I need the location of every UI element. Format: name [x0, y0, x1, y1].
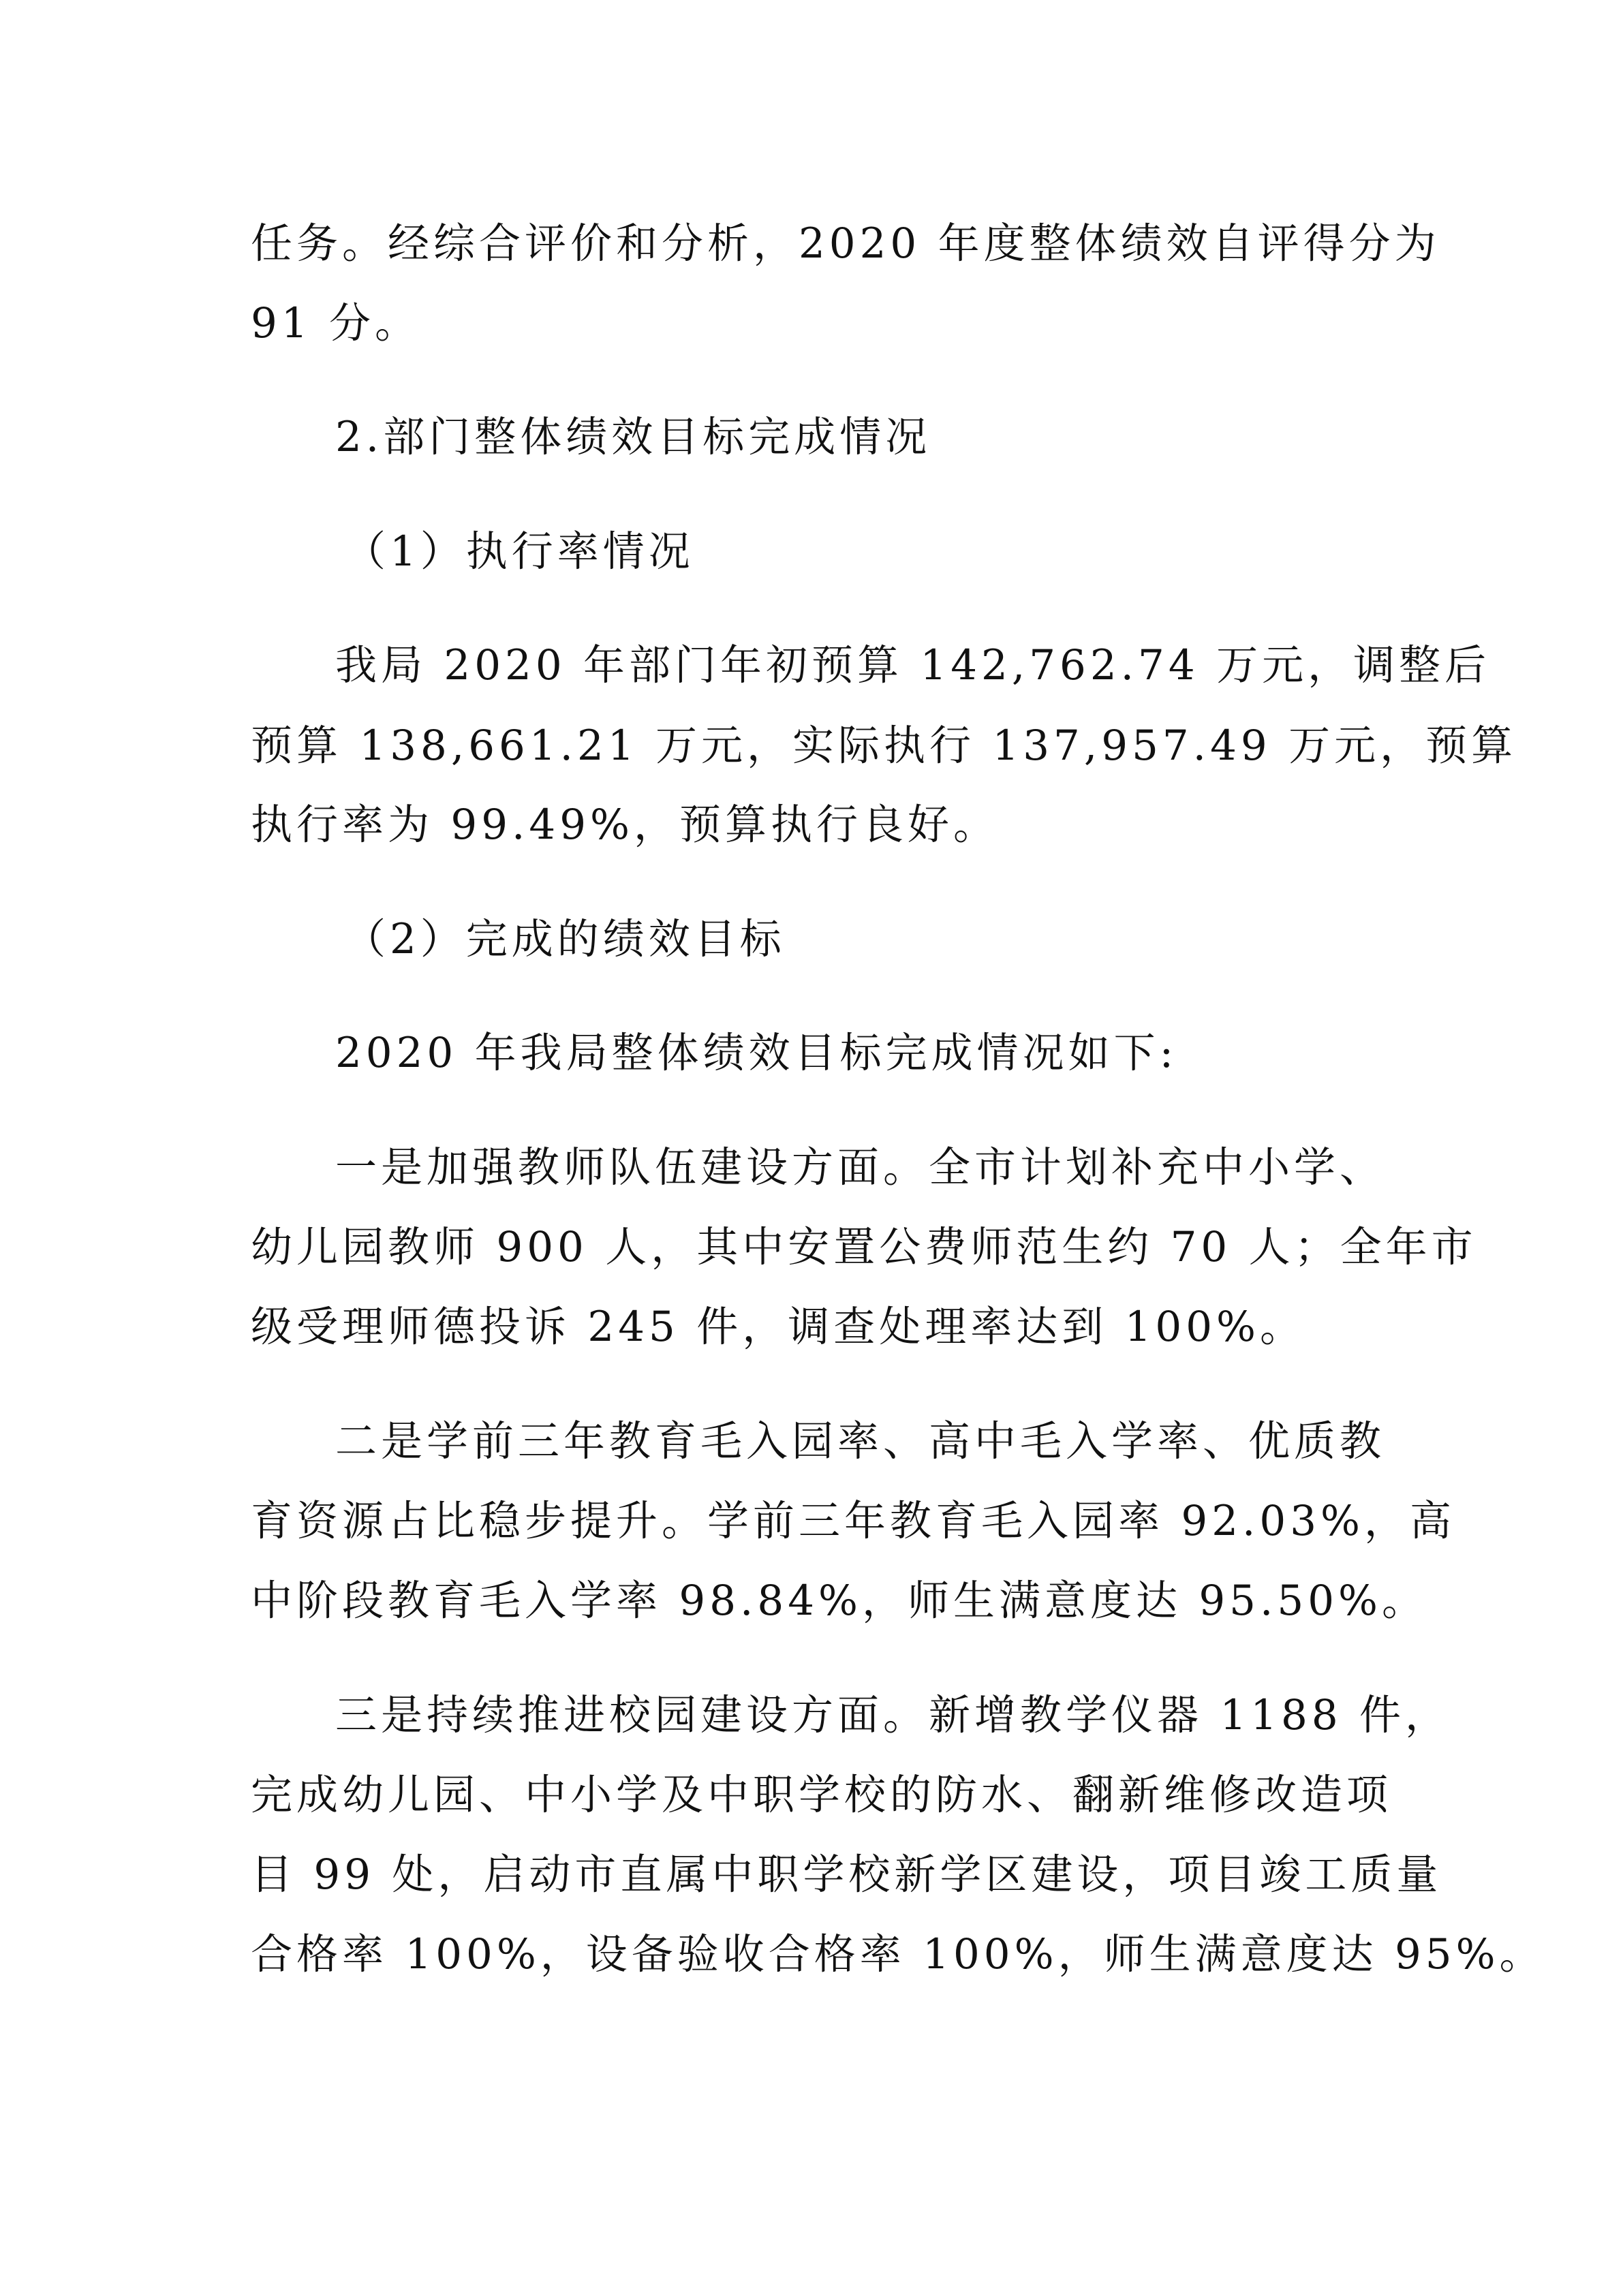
text-line: 执行率为 99.49%，预算执行良好。 [251, 801, 999, 849]
text-line: 合格率 100%，设备验收合格率 100%，师生满意度达 95%。 [251, 1930, 1545, 1979]
text-line: 完成幼儿园、中小学及中职学校的防水、翻新维修改造项 [251, 1771, 1393, 1819]
text-line: 2020 年我局整体绩效目标完成情况如下: [335, 1029, 1178, 1077]
text-line: 级受理师德投诉 245 件，调查处理率达到 100%。 [251, 1303, 1305, 1351]
text-line: 预算 138,661.21 万元，实际执行 137,957.49 万元，预算 [251, 722, 1517, 770]
subsection-heading: （1）执行率情况 [344, 527, 694, 576]
text-line: 91 分。 [251, 299, 421, 347]
text-line: 我局 2020 年部门年初预算 142,762.74 万元，调整后 [335, 641, 1491, 689]
text-line: 幼儿园教师 900 人，其中安置公费师范生约 70 人；全年市 [251, 1223, 1477, 1271]
text-line: 一是加强教师队伍建设方面。全市计划补充中小学、 [335, 1143, 1386, 1192]
section-heading: 2.部门整体绩效目标完成情况 [335, 413, 931, 461]
text-line: 二是学前三年教育毛入园率、高中毛入学率、优质教 [335, 1417, 1386, 1465]
text-line: 目 99 处，启动市直属中职学校新学区建设，项目竣工质量 [251, 1850, 1442, 1899]
text-line: 中阶段教育毛入学率 98.84%，师生满意度达 95.50%。 [251, 1577, 1427, 1625]
text-line: 育资源占比稳步提升。学前三年教育毛入园率 92.03%，高 [251, 1497, 1455, 1545]
subsection-heading: （2）完成的绩效目标 [344, 915, 786, 963]
text-line: 三是持续推进校园建设方面。新增教学仪器 1188 件， [335, 1691, 1451, 1739]
text-line: 任务。经综合评价和分析，2020 年度整体绩效自评得分为 [251, 219, 1440, 268]
